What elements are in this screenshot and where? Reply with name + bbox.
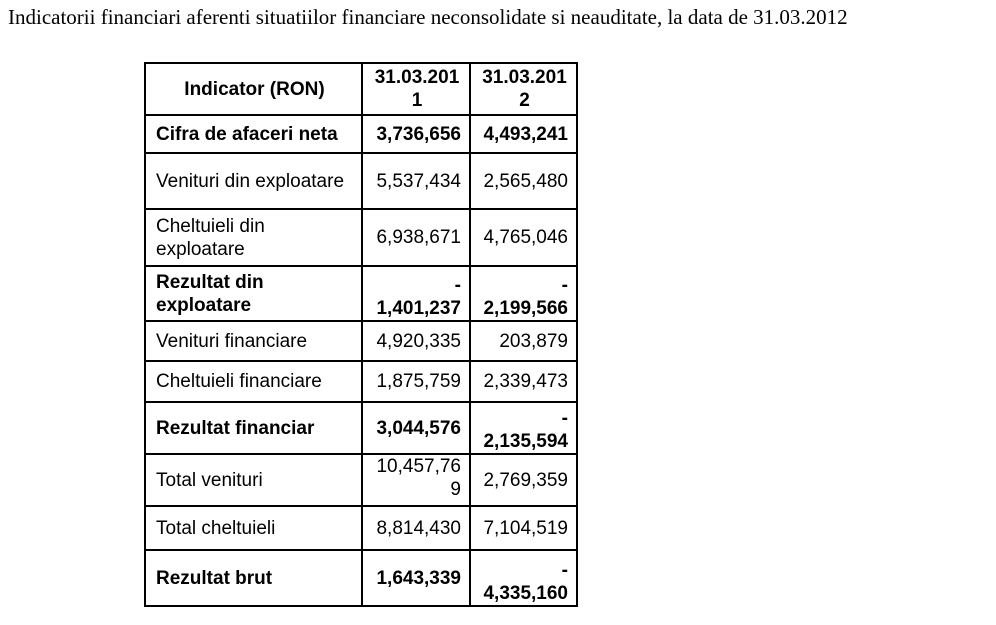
row-label: Cheltuieli din exploatare (145, 209, 362, 266)
value-2011: 3,044,576 (362, 402, 470, 454)
value-2011: 4,920,335 (362, 321, 470, 361)
value-number: 2,135,594 (483, 431, 568, 452)
value-2011: 10,457,769 (362, 454, 470, 506)
table-row (145, 321, 577, 361)
row-label: Rezultat financiar (145, 402, 362, 454)
row-label: Total venituri (145, 454, 362, 506)
row-label: Total cheltuieli (145, 506, 362, 550)
header-col-2011: 31.03.2011 (362, 63, 470, 115)
value-2012: 7,104,519 (470, 506, 577, 550)
value-2011: 8,814,430 (362, 506, 470, 550)
row-label: Cifra de afaceri neta (145, 115, 362, 153)
value-2011: 1,875,759 (362, 361, 470, 402)
table-row (145, 506, 577, 550)
minus-sign: - (561, 408, 568, 429)
row-label: Venituri din exploatare (145, 153, 362, 209)
header-col-2012: 31.03.2012 (470, 63, 577, 115)
table-row (145, 550, 577, 606)
value-2012: 4,493,241 (470, 115, 577, 153)
value-2012: 4,765,046 (470, 209, 577, 266)
table-row (145, 266, 577, 321)
value-2011: 1,643,339 (362, 550, 470, 606)
table-row (145, 361, 577, 402)
table-row (145, 209, 577, 266)
value-number: 1,401,237 (376, 298, 461, 319)
table-row (145, 115, 577, 153)
value-number: 4,335,160 (483, 583, 568, 604)
table-header-row (145, 63, 577, 115)
row-label: Rezultat din exploatare (145, 266, 362, 321)
row-label: Cheltuieli financiare (145, 361, 362, 402)
document-title: Indicatorii financiari aferenti situatiilor financiare neconsolidate si neauditate, la data de 31.03.2012 (8, 5, 848, 29)
row-label: Venituri financiare (145, 321, 362, 361)
table-row (145, 454, 577, 506)
table-row (145, 402, 577, 454)
value-2012: 2,339,473 (470, 361, 577, 402)
value-2012: 2,565,480 (470, 153, 577, 209)
value-2012 (470, 550, 577, 606)
value-2012 (470, 266, 577, 321)
minus-sign: - (454, 275, 461, 296)
value-2011: 5,537,434 (362, 153, 470, 209)
table-row (145, 153, 577, 209)
value-2011: 3,736,656 (362, 115, 470, 153)
header-indicator: Indicator (RON) (145, 63, 362, 115)
minus-sign: - (561, 560, 568, 581)
value-number: 2,199,566 (483, 298, 568, 319)
value-2012: 203,879 (470, 321, 577, 361)
value-2011: 6,938,671 (362, 209, 470, 266)
value-2012: 2,769,359 (470, 454, 577, 506)
minus-sign: - (561, 275, 568, 296)
value-2011 (362, 266, 470, 321)
row-label: Rezultat brut (145, 550, 362, 606)
value-2012 (470, 402, 577, 454)
financial-indicators-table (144, 62, 578, 607)
